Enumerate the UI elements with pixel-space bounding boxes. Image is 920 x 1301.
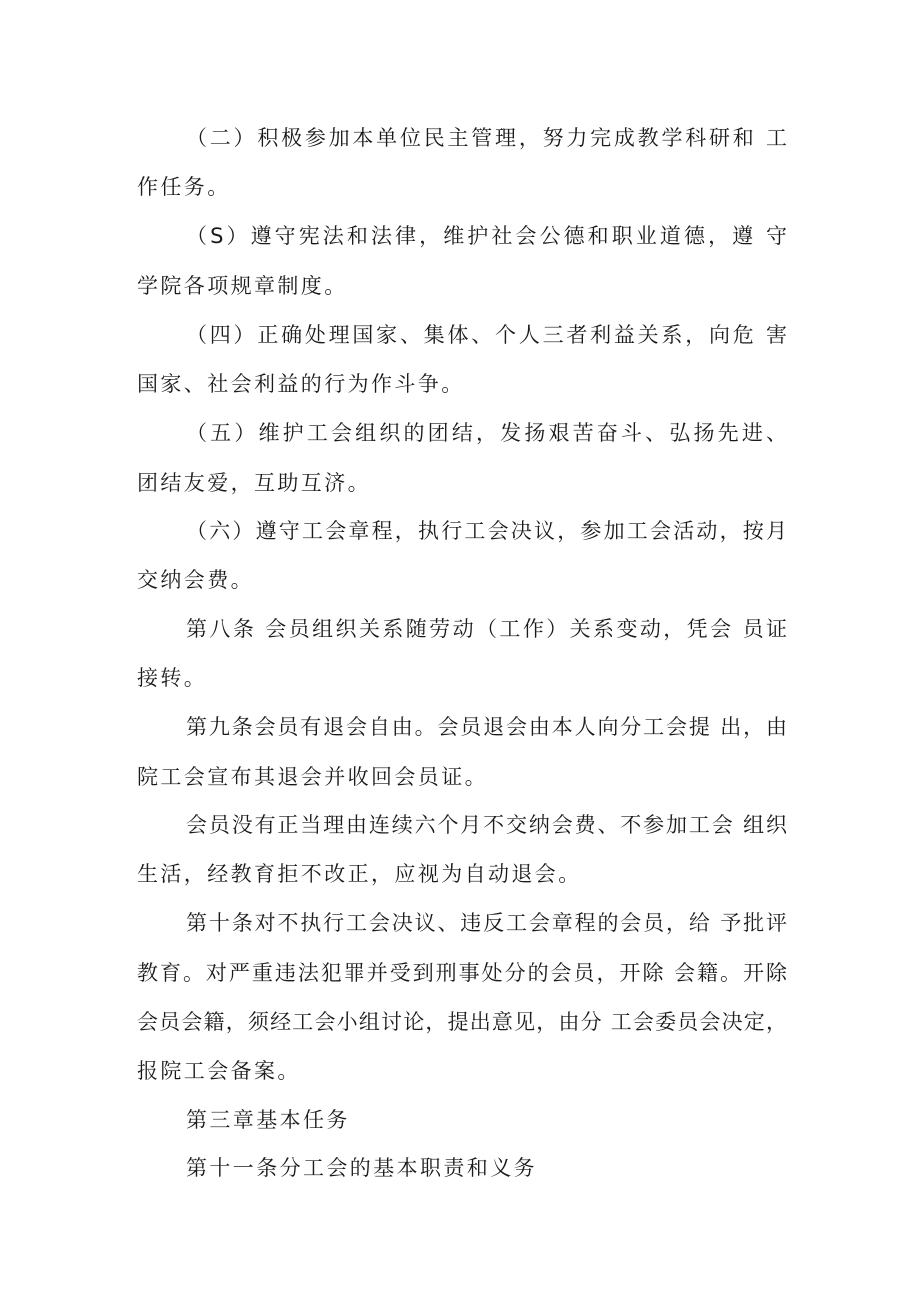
article-line: 第八条 会员组织关系随劳动（工作）关系变动，凭会 员证 — [186, 617, 787, 641]
article-line: 接转。 — [137, 666, 208, 690]
paragraph-line: 团结友爱，互助互济。 — [137, 471, 371, 495]
article-line: 报院工会备案。 — [137, 1059, 301, 1083]
paragraph-line: 国家、社会利益的行为作斗争。 — [137, 372, 465, 396]
paragraph-line: （四）正确处理国家、集体、个人三者利益关系，向危 害 — [186, 323, 787, 347]
paragraph-line: （二）积极参加本单位民主管理，努力完成教学科研和 工 — [186, 126, 787, 150]
paragraph-line: （六）遵守工会章程，执行工会决议，参加工会活动，按月 — [186, 519, 787, 543]
paragraph-line: 作任务。 — [137, 175, 231, 199]
paragraph-line: 会员没有正当理由连续六个月不交纳会费、不参加工会 组织 — [186, 813, 787, 837]
article-line: 会员会籍，须经工会小组讨论，提出意见，由分 工会委员会决定， — [137, 1010, 787, 1034]
article-line: 第九条会员有退会自由。会员退会由本人向分工会提 出，由 — [186, 715, 787, 739]
article-line: 第十条对不执行工会决议、违反工会章程的会员，给 予批评 — [186, 911, 787, 935]
paragraph-line: （S）遵守宪法和法律，维护社会公德和职业道德，遵 守 — [186, 224, 787, 248]
article-heading: 第十一条分工会的基本职责和义务 — [186, 1156, 537, 1180]
paragraph-line: 交纳会费。 — [137, 568, 254, 592]
paragraph-line: 生活，经教育拒不改正，应视为自动退会。 — [137, 862, 582, 886]
article-line: 院工会宣布其退会并收回会员证。 — [137, 765, 488, 789]
article-line: 教育。对严重违法犯罪并受到刑事处分的会员，开除 会籍。开除 — [137, 961, 787, 985]
paragraph-line: 学院各项规章制度。 — [137, 274, 348, 298]
paragraph-line: （五）维护工会组织的团结，发扬艰苦奋斗、弘扬先进、 — [186, 421, 787, 445]
chapter-heading: 第三章基本任务 — [186, 1108, 350, 1132]
